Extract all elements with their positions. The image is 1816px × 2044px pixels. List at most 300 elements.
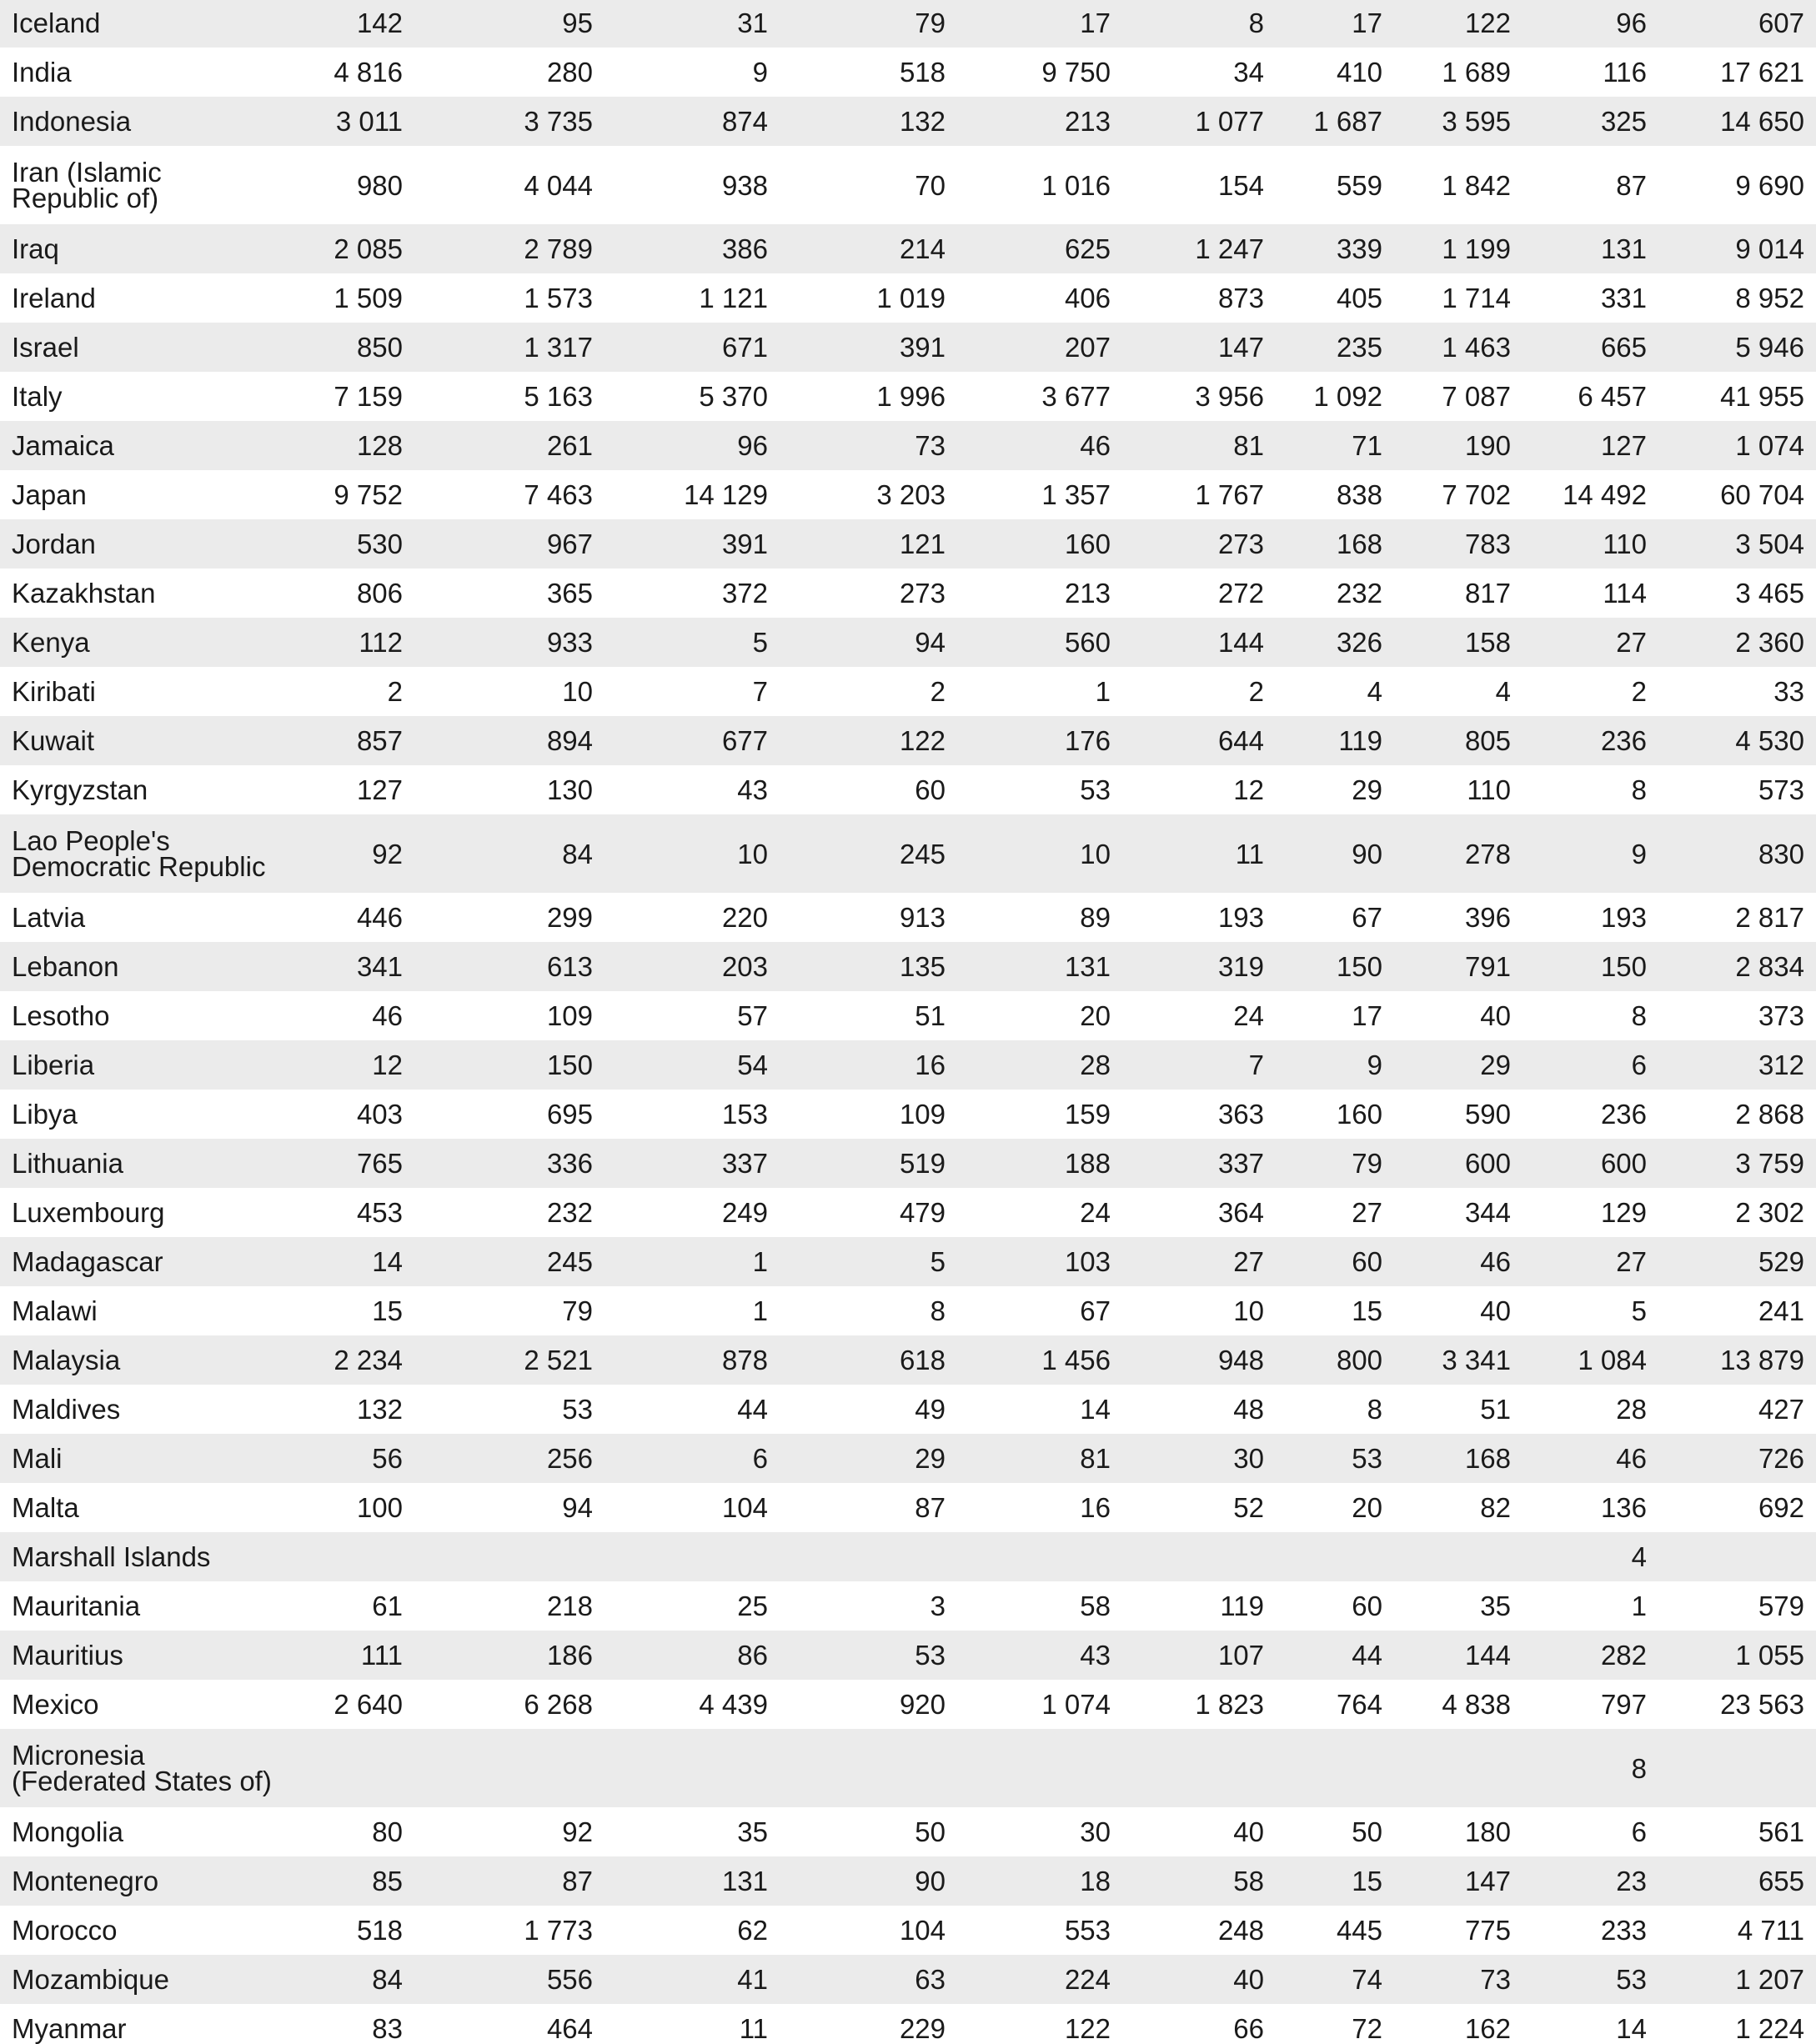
value-cell-col-4: 87 xyxy=(915,1492,946,1523)
value-cell-col-3: 35 xyxy=(737,1816,768,1847)
value-cell-col-3: 337 xyxy=(604,1139,780,1188)
value-cell-col-6 xyxy=(1122,1532,1276,1581)
value-cell-col-1: 15 xyxy=(372,1295,403,1326)
value-cell-col-7: 60 xyxy=(1276,1237,1394,1286)
value-cell-col-7: 326 xyxy=(1276,618,1394,667)
value-cell-col-2: 4 044 xyxy=(524,169,593,201)
value-cell-col-9: 27 xyxy=(1523,618,1658,667)
table-row xyxy=(0,1581,1816,1631)
value-cell-col-2: 2 521 xyxy=(414,1335,604,1385)
value-cell-col-6: 364 xyxy=(1217,1197,1264,1228)
value-cell-col-4 xyxy=(780,1532,957,1581)
value-cell-col-9: 1 084 xyxy=(1523,1335,1658,1385)
value-cell-col-2: 1 317 xyxy=(414,323,604,372)
country-name-cell: Kazakhstan xyxy=(12,578,156,609)
value-cell-col-7: 235 xyxy=(1276,323,1394,372)
value-cell-col-6: 272 xyxy=(1217,578,1264,609)
value-cell-col-8: 783 xyxy=(1394,519,1523,569)
value-cell-col-2: 94 xyxy=(562,1492,593,1523)
value-cell-col-9: 129 xyxy=(1600,1197,1647,1228)
value-cell-col-1: 84 xyxy=(275,1955,414,2004)
country-name-cell: Mozambique xyxy=(0,1955,275,2004)
value-cell-col-10: 561 xyxy=(1758,1816,1804,1847)
value-cell-col-3: 203 xyxy=(604,942,780,991)
value-cell-col-10: 3 504 xyxy=(1658,519,1816,569)
value-cell-col-1: 142 xyxy=(275,0,414,48)
value-cell-col-1: 2 085 xyxy=(275,224,414,273)
value-cell-col-9: 87 xyxy=(1616,169,1647,201)
value-cell-col-2: 336 xyxy=(414,1139,604,1188)
table-row xyxy=(0,1856,1816,1906)
value-cell-col-6: 24 xyxy=(1233,1000,1264,1031)
value-cell-col-2: 1 773 xyxy=(524,1915,593,1946)
value-cell-col-2: 84 xyxy=(414,814,604,893)
value-cell-col-2: 280 xyxy=(546,57,593,88)
country-name-cell: Mexico xyxy=(12,1689,99,1720)
table-row xyxy=(0,1807,1816,1856)
value-cell-col-3: 386 xyxy=(604,224,780,273)
value-cell-col-4: 913 xyxy=(899,902,946,933)
value-cell-col-4: 122 xyxy=(780,716,957,765)
value-cell-col-6: 66 xyxy=(1233,2013,1264,2044)
country-name-cell: Morocco xyxy=(12,1915,118,1946)
value-cell-col-9: 136 xyxy=(1600,1492,1647,1523)
value-cell-col-3: 57 xyxy=(737,1000,768,1031)
value-cell-col-6: 248 xyxy=(1217,1915,1264,1946)
table-row xyxy=(0,991,1816,1040)
value-cell-col-2: 79 xyxy=(562,1295,593,1326)
value-cell-col-6: 193 xyxy=(1217,902,1264,933)
value-cell-col-2: 556 xyxy=(414,1955,604,2004)
value-cell-col-7: 17 xyxy=(1276,0,1394,48)
country-name-cell: Kyrgyzstan xyxy=(12,774,148,805)
table-row xyxy=(0,372,1816,421)
value-cell-col-7: 17 xyxy=(1352,1000,1382,1031)
value-cell-col-8: 4 xyxy=(1495,676,1511,707)
value-cell-col-6: 3 956 xyxy=(1195,381,1264,412)
value-cell-col-2: 261 xyxy=(414,421,604,470)
value-cell-col-4: 132 xyxy=(780,97,957,146)
value-cell-col-4: 104 xyxy=(899,1915,946,1946)
value-cell-col-5: 213 xyxy=(957,97,1122,146)
value-cell-col-8: 1 842 xyxy=(1442,169,1511,201)
value-cell-col-10: 14 650 xyxy=(1658,97,1816,146)
country-name-cell: Iran (Islamic Republic of) xyxy=(12,157,162,213)
value-cell-col-5: 89 xyxy=(1080,902,1111,933)
value-cell-col-3: 677 xyxy=(604,716,780,765)
value-cell-col-1: 56 xyxy=(275,1434,414,1483)
value-cell-col-4: 16 xyxy=(780,1040,957,1090)
value-cell-col-10: 33 xyxy=(1773,676,1804,707)
value-cell-col-4: 135 xyxy=(780,942,957,991)
value-cell-col-8: 1 199 xyxy=(1394,224,1523,273)
value-cell-col-9: 27 xyxy=(1523,1237,1658,1286)
value-cell-col-9: 127 xyxy=(1523,421,1658,470)
value-cell-col-6: 1 823 xyxy=(1195,1689,1264,1720)
value-cell-col-5: 188 xyxy=(957,1139,1122,1188)
value-cell-col-8: 775 xyxy=(1464,1915,1511,1946)
value-cell-col-3: 391 xyxy=(604,519,780,569)
value-cell-col-9: 236 xyxy=(1523,716,1658,765)
value-cell-col-2: 232 xyxy=(546,1197,593,1228)
value-cell-col-10: 4 530 xyxy=(1658,716,1816,765)
value-cell-col-1: 128 xyxy=(275,421,414,470)
value-cell-col-3: 1 xyxy=(604,1237,780,1286)
value-cell-col-1: 9 752 xyxy=(334,479,403,510)
value-cell-col-1: 111 xyxy=(275,1631,414,1680)
value-cell-col-3: 31 xyxy=(604,0,780,48)
value-cell-col-5: 176 xyxy=(957,716,1122,765)
value-cell-col-6: 58 xyxy=(1122,1856,1276,1906)
value-cell-col-4: 519 xyxy=(780,1139,957,1188)
value-cell-col-8: 3 341 xyxy=(1394,1335,1523,1385)
value-cell-col-8: 122 xyxy=(1394,0,1523,48)
value-cell-col-7: 53 xyxy=(1276,1434,1394,1483)
value-cell-col-1: 132 xyxy=(356,1394,403,1425)
value-cell-col-9: 116 xyxy=(1603,57,1647,88)
value-cell-col-10: 1 055 xyxy=(1658,1631,1816,1680)
value-cell-col-7: 72 xyxy=(1352,2013,1382,2044)
value-cell-col-10: 579 xyxy=(1758,1591,1804,1621)
value-cell-col-6: 154 xyxy=(1217,169,1264,201)
value-cell-col-6: 119 xyxy=(1220,1591,1264,1621)
value-cell-col-8: 3 595 xyxy=(1394,97,1523,146)
value-cell-col-4: 50 xyxy=(915,1816,946,1847)
table-row xyxy=(0,1631,1816,1680)
value-cell-col-10 xyxy=(1658,1532,1816,1581)
value-cell-col-2: 218 xyxy=(546,1591,593,1621)
value-cell-col-5: 24 xyxy=(1080,1197,1111,1228)
value-cell-col-5: 18 xyxy=(957,1856,1122,1906)
value-cell-col-8: 4 838 xyxy=(1442,1689,1511,1720)
table-row xyxy=(0,48,1816,97)
value-cell-col-6: 10 xyxy=(1233,1295,1264,1326)
country-name-cell: Lithuania xyxy=(0,1139,275,1188)
value-cell-col-7: 339 xyxy=(1276,224,1394,273)
country-name-cell: Jordan xyxy=(0,519,275,569)
value-cell-col-7: 838 xyxy=(1336,479,1382,510)
value-cell-col-2: 150 xyxy=(414,1040,604,1090)
value-cell-col-7: 50 xyxy=(1352,1816,1382,1847)
value-cell-col-9: 110 xyxy=(1523,519,1658,569)
country-name-cell: Italy xyxy=(12,381,63,412)
value-cell-col-6: 144 xyxy=(1122,618,1276,667)
value-cell-col-5: 1 456 xyxy=(957,1335,1122,1385)
value-cell-col-5: 81 xyxy=(957,1434,1122,1483)
value-cell-col-7: 150 xyxy=(1276,942,1394,991)
value-cell-col-5: 17 xyxy=(957,0,1122,48)
country-name-cell: Luxembourg xyxy=(12,1197,165,1228)
value-cell-col-8: 7 087 xyxy=(1442,381,1511,412)
table-row xyxy=(0,942,1816,991)
value-cell-col-2: 95 xyxy=(414,0,604,48)
country-name-cell: Malawi xyxy=(12,1295,98,1326)
value-cell-col-8: 344 xyxy=(1464,1197,1511,1228)
value-cell-col-8: 278 xyxy=(1394,814,1523,893)
country-name-cell: Malaysia xyxy=(0,1335,275,1385)
value-cell-col-1: 80 xyxy=(372,1816,403,1847)
value-cell-col-3: 9 xyxy=(752,57,768,88)
value-cell-col-1: 100 xyxy=(356,1492,403,1523)
value-cell-col-4: 121 xyxy=(780,519,957,569)
value-cell-col-6: 1 077 xyxy=(1122,97,1276,146)
value-cell-col-10: 4 711 xyxy=(1737,1915,1804,1946)
value-cell-col-3: 5 xyxy=(604,618,780,667)
value-cell-col-5 xyxy=(957,1729,1122,1807)
value-cell-col-2 xyxy=(414,1532,604,1581)
value-cell-col-3: 131 xyxy=(604,1856,780,1906)
value-cell-col-4: 273 xyxy=(899,578,946,609)
value-cell-col-7: 44 xyxy=(1276,1631,1394,1680)
value-cell-col-3: 5 370 xyxy=(699,381,768,412)
value-cell-col-4: 109 xyxy=(899,1099,946,1130)
value-cell-col-2: 3 735 xyxy=(414,97,604,146)
value-cell-col-7: 20 xyxy=(1352,1492,1382,1523)
value-cell-col-5: 625 xyxy=(957,224,1122,273)
value-cell-col-10: 2 834 xyxy=(1658,942,1816,991)
value-cell-col-10: 41 955 xyxy=(1720,381,1804,412)
value-cell-col-2: 464 xyxy=(546,2013,593,2044)
value-cell-col-4: 2 xyxy=(930,676,946,707)
value-cell-col-9: 114 xyxy=(1603,578,1647,609)
value-cell-col-9: 53 xyxy=(1523,1955,1658,2004)
value-cell-col-1: 92 xyxy=(275,814,414,893)
country-name-cell: Indonesia xyxy=(0,97,275,146)
value-cell-col-5: 58 xyxy=(1080,1591,1111,1621)
value-cell-col-10: 1 224 xyxy=(1735,2013,1804,2044)
value-cell-col-4: 1 996 xyxy=(876,381,946,412)
value-cell-col-4: 920 xyxy=(899,1689,946,1720)
value-cell-col-5: 224 xyxy=(957,1955,1122,2004)
value-cell-col-8: 190 xyxy=(1394,421,1523,470)
value-cell-col-8: 144 xyxy=(1394,1631,1523,1680)
table-row xyxy=(0,421,1816,470)
value-cell-col-6: 2 xyxy=(1248,676,1264,707)
table-row xyxy=(0,2004,1816,2044)
value-cell-col-3: 41 xyxy=(604,1955,780,2004)
value-cell-col-7: 168 xyxy=(1276,519,1394,569)
table-row xyxy=(0,1139,1816,1188)
country-name-cell: Japan xyxy=(12,479,87,510)
value-cell-col-8: 1 689 xyxy=(1442,57,1511,88)
value-cell-col-7: 15 xyxy=(1352,1295,1382,1326)
value-cell-col-5: 103 xyxy=(957,1237,1122,1286)
value-cell-col-8: 147 xyxy=(1394,1856,1523,1906)
table-row xyxy=(0,0,1816,48)
value-cell-col-3: 220 xyxy=(721,902,768,933)
value-cell-col-7: 74 xyxy=(1276,1955,1394,2004)
value-cell-col-8: 396 xyxy=(1464,902,1511,933)
value-cell-col-8 xyxy=(1394,1532,1523,1581)
value-cell-col-1: 518 xyxy=(356,1915,403,1946)
value-cell-col-2: 967 xyxy=(414,519,604,569)
value-cell-col-8: 40 xyxy=(1480,1000,1511,1031)
value-cell-col-1: 341 xyxy=(275,942,414,991)
value-cell-col-10: 529 xyxy=(1658,1237,1816,1286)
value-cell-col-9: 797 xyxy=(1600,1689,1647,1720)
value-cell-col-2: 365 xyxy=(546,578,593,609)
value-cell-col-9: 325 xyxy=(1523,97,1658,146)
value-cell-col-9: 8 xyxy=(1631,1000,1647,1031)
country-name-cell: Liberia xyxy=(0,1040,275,1090)
value-cell-col-10: 427 xyxy=(1758,1394,1804,1425)
table-row xyxy=(0,1906,1816,1955)
value-cell-col-8: 29 xyxy=(1394,1040,1523,1090)
table-row xyxy=(0,893,1816,942)
value-cell-col-2: 92 xyxy=(562,1816,593,1847)
value-cell-col-7: 4 xyxy=(1367,676,1382,707)
table-row xyxy=(0,1237,1816,1286)
value-cell-col-3: 938 xyxy=(721,169,768,201)
value-cell-col-7: 764 xyxy=(1336,1689,1382,1720)
value-cell-col-7: 15 xyxy=(1276,1856,1394,1906)
value-cell-col-10: 17 621 xyxy=(1720,57,1804,88)
value-cell-col-5: 46 xyxy=(957,421,1122,470)
value-cell-col-2: 53 xyxy=(562,1394,593,1425)
value-cell-col-7: 9 xyxy=(1276,1040,1394,1090)
value-cell-col-6: 7 xyxy=(1122,1040,1276,1090)
value-cell-col-7 xyxy=(1276,1532,1394,1581)
value-cell-col-2: 299 xyxy=(546,902,593,933)
value-cell-col-5: 122 xyxy=(1064,2013,1111,2044)
value-cell-col-2: 894 xyxy=(414,716,604,765)
value-cell-col-4: 63 xyxy=(780,1955,957,2004)
country-name-cell: Kenya xyxy=(0,618,275,667)
value-cell-col-1: 850 xyxy=(275,323,414,372)
value-cell-col-8: 590 xyxy=(1464,1099,1511,1130)
value-cell-col-3: 1 xyxy=(752,1295,768,1326)
country-name-cell: India xyxy=(12,57,72,88)
value-cell-col-7: 445 xyxy=(1336,1915,1382,1946)
value-cell-col-4: 229 xyxy=(899,2013,946,2044)
value-cell-col-5: 53 xyxy=(1080,774,1111,805)
value-cell-col-5: 1 357 xyxy=(1041,479,1111,510)
value-cell-col-3: 54 xyxy=(604,1040,780,1090)
value-cell-col-1: 4 816 xyxy=(334,57,403,88)
value-cell-col-3: 44 xyxy=(737,1394,768,1425)
value-cell-col-1: 806 xyxy=(356,578,403,609)
value-cell-col-9: 131 xyxy=(1523,224,1658,273)
value-cell-col-6: 363 xyxy=(1217,1099,1264,1130)
value-cell-col-3: 874 xyxy=(604,97,780,146)
value-cell-col-4: 518 xyxy=(899,57,946,88)
country-name-cell: Kuwait xyxy=(0,716,275,765)
value-cell-col-4: 94 xyxy=(780,618,957,667)
value-cell-col-9: 150 xyxy=(1523,942,1658,991)
value-cell-col-6: 948 xyxy=(1122,1335,1276,1385)
value-cell-col-2: 130 xyxy=(546,774,593,805)
value-cell-col-4: 245 xyxy=(780,814,957,893)
value-cell-col-7: 559 xyxy=(1336,169,1382,201)
table-row xyxy=(0,273,1816,323)
value-cell-col-8: 817 xyxy=(1464,578,1511,609)
value-cell-col-3: 153 xyxy=(721,1099,768,1130)
value-cell-col-3 xyxy=(604,1532,780,1581)
value-cell-col-6: 34 xyxy=(1233,57,1264,88)
value-cell-col-10: 607 xyxy=(1658,0,1816,48)
value-cell-col-10: 726 xyxy=(1658,1434,1816,1483)
value-cell-col-1: 765 xyxy=(275,1139,414,1188)
value-cell-col-3: 4 439 xyxy=(699,1689,768,1720)
value-cell-col-4: 618 xyxy=(780,1335,957,1385)
table-row xyxy=(0,569,1816,618)
value-cell-col-2 xyxy=(414,1729,604,1807)
value-cell-col-8: 158 xyxy=(1394,618,1523,667)
value-cell-col-9: 8 xyxy=(1523,1729,1658,1807)
value-cell-col-10: 692 xyxy=(1758,1492,1804,1523)
value-cell-col-5: 14 xyxy=(1080,1394,1111,1425)
value-cell-col-9: 6 xyxy=(1523,1040,1658,1090)
value-cell-col-10: 1 207 xyxy=(1658,1955,1816,2004)
value-cell-col-7: 79 xyxy=(1276,1139,1394,1188)
value-cell-col-10: 5 946 xyxy=(1658,323,1816,372)
value-cell-col-9: 282 xyxy=(1523,1631,1658,1680)
value-cell-col-2: 1 573 xyxy=(524,283,593,313)
country-name-cell: Malta xyxy=(12,1492,79,1523)
value-cell-col-2: 109 xyxy=(546,1000,593,1031)
value-cell-col-3: 104 xyxy=(721,1492,768,1523)
value-cell-col-1: 2 640 xyxy=(334,1689,403,1720)
table-row xyxy=(0,667,1816,716)
value-cell-col-1: 1 509 xyxy=(334,283,403,313)
value-cell-col-9: 331 xyxy=(1600,283,1647,313)
value-cell-col-7: 1 687 xyxy=(1276,97,1394,146)
value-cell-col-4: 214 xyxy=(780,224,957,273)
country-name-cell: Jamaica xyxy=(0,421,275,470)
value-cell-col-7: 160 xyxy=(1336,1099,1382,1130)
value-cell-col-1: 453 xyxy=(356,1197,403,1228)
value-cell-col-7: 800 xyxy=(1276,1335,1394,1385)
value-cell-col-4: 29 xyxy=(780,1434,957,1483)
country-name-cell: Lao People's Democratic Republic xyxy=(0,814,275,893)
value-cell-col-7 xyxy=(1276,1729,1394,1807)
table-row xyxy=(0,224,1816,273)
value-cell-col-4: 3 xyxy=(930,1591,946,1621)
value-cell-col-10: 312 xyxy=(1658,1040,1816,1090)
table-row xyxy=(0,618,1816,667)
value-cell-col-6: 81 xyxy=(1122,421,1276,470)
value-cell-col-4: 5 xyxy=(780,1237,957,1286)
value-cell-col-3: 671 xyxy=(604,323,780,372)
value-cell-col-5: 131 xyxy=(957,942,1122,991)
value-cell-col-8: 805 xyxy=(1394,716,1523,765)
value-cell-col-9: 233 xyxy=(1600,1915,1647,1946)
value-cell-col-2: 245 xyxy=(414,1237,604,1286)
table-row xyxy=(0,1335,1816,1385)
value-cell-col-8: 35 xyxy=(1480,1591,1511,1621)
value-cell-col-8: 40 xyxy=(1480,1295,1511,1326)
value-cell-col-6: 319 xyxy=(1122,942,1276,991)
value-cell-col-6: 273 xyxy=(1122,519,1276,569)
value-cell-col-3: 372 xyxy=(721,578,768,609)
value-cell-col-8 xyxy=(1394,1729,1523,1807)
value-cell-col-1: 12 xyxy=(275,1040,414,1090)
table-row xyxy=(0,97,1816,146)
value-cell-col-6: 52 xyxy=(1233,1492,1264,1523)
value-cell-col-7: 232 xyxy=(1336,578,1382,609)
value-cell-col-5: 3 677 xyxy=(1041,381,1111,412)
value-cell-col-9: 46 xyxy=(1523,1434,1658,1483)
value-cell-col-5: 160 xyxy=(957,519,1122,569)
table-row xyxy=(0,1434,1816,1483)
value-cell-col-8: 168 xyxy=(1394,1434,1523,1483)
value-cell-col-6: 147 xyxy=(1122,323,1276,372)
value-cell-col-5: 553 xyxy=(1064,1915,1111,1946)
value-cell-col-8: 162 xyxy=(1464,2013,1511,2044)
value-cell-col-10 xyxy=(1658,1729,1816,1807)
value-cell-col-8: 46 xyxy=(1394,1237,1523,1286)
table-row xyxy=(0,1483,1816,1532)
